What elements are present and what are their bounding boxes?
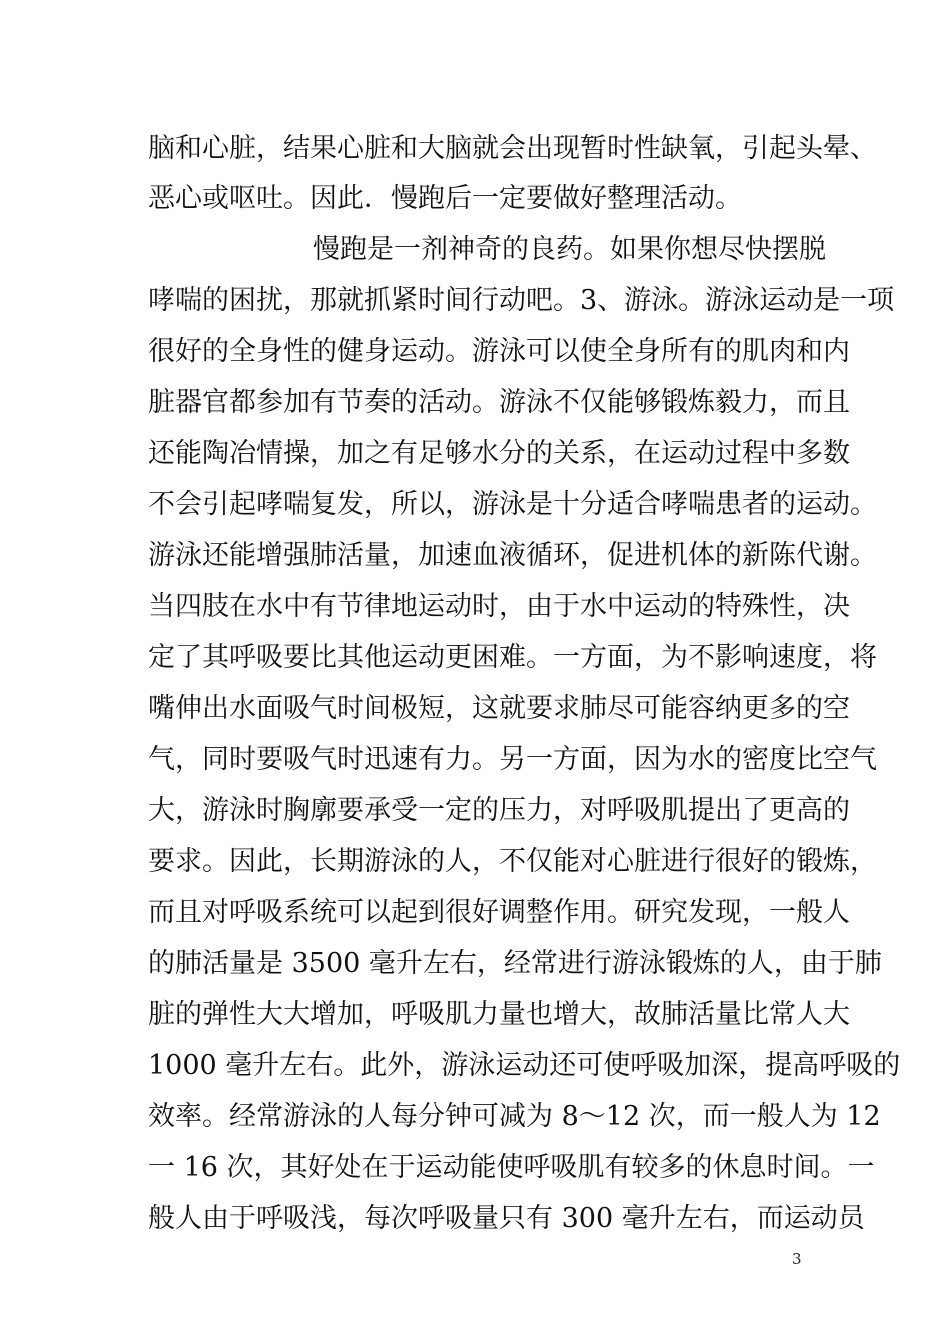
text-line: 嘴伸出水面吸气时间极短，这就要求肺尽可能容纳更多的空 (148, 693, 850, 724)
text-line: 大，游泳时胸廓要承受一定的压力，对呼吸肌提出了更高的 (148, 795, 850, 826)
text-line: 很好的全身性的健身运动。游泳可以使全身所有的肌肉和内 (148, 336, 850, 367)
text-line: 哮喘的困扰，那就抓紧时间行动吧。3、游泳。游泳运动是一项 (148, 285, 895, 316)
text-line: 效率。经常游泳的人每分钟可减为 8～12 次，而一般人为 12 (148, 1101, 881, 1132)
text-line: 般人由于呼吸浅，每次呼吸量只有 300 毫升左右，而运动员 (148, 1203, 865, 1234)
text-line: 脏器官都参加有节奏的活动。游泳不仅能够锻炼毅力，而且 (148, 387, 850, 418)
text-line: 要求。因此，长期游泳的人，不仅能对心脏进行很好的锻炼， (148, 846, 877, 877)
text-line: 脑和心脏，结果心脏和大脑就会出现暂时性缺氧，引起头晕、 (148, 133, 877, 164)
text-line: 气，同时要吸气时迅速有力。另一方面，因为水的密度比空气 (148, 744, 877, 775)
text-line: 一 16 次，其好处在于运动能使呼吸肌有较多的休息时间。一 (148, 1152, 875, 1183)
page-number: 3 (792, 1250, 802, 1268)
text-line: 不会引起哮喘复发，所以，游泳是十分适合哮喘患者的运动。 (148, 489, 877, 520)
text-line: 而且对呼吸系统可以起到很好调整作用。研究发现，一般人 (148, 897, 850, 928)
text-line: 定了其呼吸要比其他运动更困难。一方面，为不影响速度，将 (148, 642, 877, 673)
text-line: 1000 毫升左右。此外，游泳运动还可使呼吸加深，提高呼吸的 (148, 1050, 901, 1081)
text-line: 游泳还能增强肺活量，加速血液循环，促进机体的新陈代谢。 (148, 540, 877, 571)
text-line: 脏的弹性大大增加，呼吸肌力量也增大，故肺活量比常人大 (148, 999, 850, 1030)
text-line: 还能陶冶情操，加之有足够水分的关系，在运动过程中多数 (148, 438, 850, 469)
text-line: 当四肢在水中有节律地运动时，由于水中运动的特殊性，决 (148, 591, 850, 622)
text-line: 恶心或呕吐。因此．慢跑后一定要做好整理活动。 (148, 183, 742, 214)
text-line: 的肺活量是 3500 毫升左右，经常进行游泳锻炼的人，由于肺 (148, 948, 882, 979)
text-line: 慢跑是一剂神奇的良药。如果你想尽快摆脱 (313, 234, 826, 265)
